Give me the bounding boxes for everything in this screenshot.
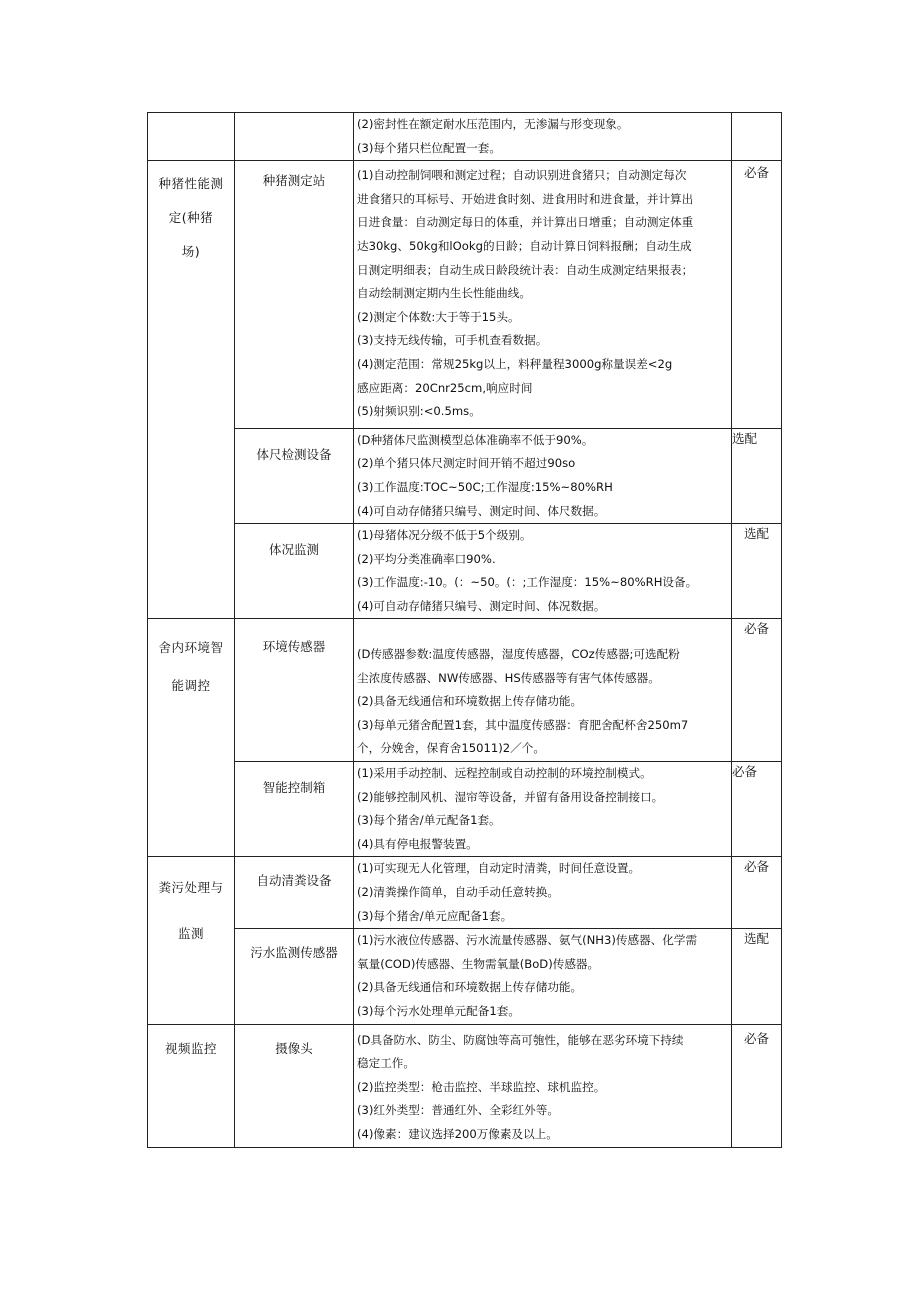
- spec-line: (3)每个猪只栏位配置一套。: [357, 140, 501, 155]
- device-cell: [235, 524, 354, 619]
- spec-line: (3)每个猪舍/单元应配备1套。: [357, 908, 513, 923]
- required-cell: [732, 762, 782, 857]
- category-cell: [148, 161, 235, 619]
- spec-line: (1)可实现无人化管理，自动定时清粪，时间任意设置。: [357, 861, 641, 876]
- spec-line: (4)测定范围：常规25kg以上，料秤量程3000g称量误差<2g: [357, 356, 673, 371]
- required-cell: [732, 929, 782, 1024]
- spec-line: (1)母猪体况分级不低于5个级别。: [357, 528, 532, 543]
- device-cell: [235, 1024, 354, 1147]
- device-cell: [235, 857, 354, 929]
- required-cell: [732, 161, 782, 429]
- table-row: [148, 113, 782, 161]
- required-label: 必备: [743, 1030, 769, 1046]
- spec-cell: [354, 857, 732, 929]
- device-name: 自动清粪设备: [256, 873, 332, 889]
- spec-cell: [354, 929, 732, 1024]
- spec-line: (2)清粪操作简单，自动手动任意转换。: [357, 885, 559, 899]
- spec-cell: [354, 113, 732, 161]
- spec-cell: [354, 1024, 732, 1147]
- spec-line: (2)单个猪只体尺测定时间开销不超过90so: [357, 456, 576, 471]
- required-label: 选配: [743, 526, 769, 542]
- spec-line: (1)污水液位传感器、污水流量传感器、氨气(NH3)传感器、化学需: [357, 933, 698, 948]
- required-cell: [732, 857, 782, 929]
- spec-line: (2)能够控制风机、湿帘等设备，并留有备用设备控制接口。: [357, 789, 664, 804]
- spec-line: (D传感器参数:温度传感器，湿度传感器，COz传感器;可选配粉: [357, 647, 680, 662]
- category-label: 舍内环境智: [158, 640, 224, 656]
- category-label: 场): [181, 244, 201, 260]
- spec-line: (D种猪体尺监测模型总体准确率不低于90%。: [357, 432, 594, 447]
- required-label: 必备: [743, 165, 769, 181]
- device-cell: [235, 619, 354, 762]
- spec-line: (4)具有停电报警装置。: [357, 836, 478, 851]
- spec-line: 个，分娩舍，保育舍15011)2／个。: [357, 741, 545, 756]
- required-cell: [732, 113, 782, 161]
- spec-cell: [354, 161, 732, 429]
- spec-line: (3)每个猪舍/单元配备1套。: [357, 813, 501, 828]
- category-label: 能调控: [171, 678, 211, 694]
- device-name: 体尺检测设备: [256, 446, 332, 462]
- required-cell: [732, 619, 782, 762]
- table-row: [148, 1024, 782, 1147]
- required-cell: [732, 1024, 782, 1147]
- spec-line: (2)密封性在额定耐水压范围内，无渗漏与形变现象。: [357, 117, 629, 131]
- category-label: 粪污处理与: [158, 880, 224, 896]
- spec-line: (3)每单元猪舍配置1套，其中温度传感器：育肥舍配杯舍250m7: [357, 717, 689, 732]
- spec-line: (2)具备无线通信和环境数据上传存储功能。: [357, 980, 583, 995]
- device-cell: [235, 762, 354, 857]
- spec-line: (1)采用手动控制、远程控制或自动控制的环境控制模式。: [357, 766, 652, 781]
- table-row: [148, 762, 782, 857]
- spec-line: (2)监控类型：枪击监控、半球监控、球机监控。: [357, 1079, 606, 1094]
- spec-line: (4)可自动存储猪只编号、测定时间、体况数据。: [357, 598, 606, 613]
- table-row: [148, 524, 782, 619]
- category-cell: [148, 1024, 235, 1147]
- spec-line: (2)测定个体数:大于等于15头。: [357, 309, 520, 324]
- spec-line: 稳定工作。: [357, 1056, 415, 1071]
- spec-line: (3)工作温度:-10。(：~50。(：;工作湿度：15%~80%RH设备。: [357, 575, 698, 590]
- required-cell: [732, 428, 782, 523]
- spec-line: (D具备防水、防尘、防腐蚀等高可匏性，能够在恶劣环境下持续: [357, 1032, 684, 1047]
- table-row: [148, 619, 782, 762]
- spec-line: 日测定明细表；自动生成日龄段统计表：自动生成测定结果报表；: [357, 262, 694, 277]
- required-label: 选配: [743, 931, 769, 947]
- spec-line: [357, 619, 729, 643]
- device-name: 智能控制箱: [262, 780, 326, 796]
- device-name: 摄像头: [275, 1040, 313, 1056]
- required-label: 必备: [743, 859, 769, 875]
- required-cell: [732, 524, 782, 619]
- required-label: 必备: [743, 621, 769, 637]
- table-row: [148, 929, 782, 1024]
- spec-line: 尘浓度传感器、NW传感器、HS传感器等有害气体传感器。: [357, 670, 660, 685]
- spec-line: 达30kg、50kg和lOokg的日龄；自动计算日饲料报酬；自动生成: [357, 238, 692, 253]
- spec-line: (1)自动控制饲喂和测定过程；自动识别进食猪只；自动测定每次: [357, 168, 687, 183]
- required-label: 选配: [732, 430, 758, 446]
- spec-line: (5)射频识别:<0.5ms。: [357, 404, 481, 419]
- category-cell: [148, 619, 235, 857]
- spec-line: 感应距离：20Cnr25cm,响应时间: [357, 380, 533, 395]
- spec-line: 进食猪只的耳标号、开始进食时刻、进食用时和进食量，并计算出: [357, 191, 694, 206]
- equipment-spec-table: [147, 112, 782, 1148]
- category-label: 种猪性能测: [158, 176, 224, 192]
- spec-line: (3)支持无线传输，可手机查看数据。: [357, 333, 548, 348]
- spec-cell: [354, 524, 732, 619]
- spec-line: (3)每个污水处理单元配备1套。: [357, 1003, 520, 1018]
- table-row: [148, 428, 782, 523]
- spec-line: (3)工作温度:TOC~50C;工作湿度:15%~80%RH: [357, 479, 613, 494]
- spec-line: 氧量(COD)传感器、生物需氧量(BoD)传感器。: [357, 956, 600, 971]
- spec-line: 日进食量：自动测定每日的体重，并计算出日增重；自动测定体重: [357, 215, 694, 230]
- category-cell: [148, 857, 235, 1024]
- spec-line: (4)像素：建议选择200万像素及以上。: [357, 1126, 558, 1141]
- table-row: [148, 161, 782, 429]
- category-label: 视频监控: [164, 1040, 217, 1056]
- spec-cell: [354, 762, 732, 857]
- category-label: 定(种猪: [168, 210, 214, 226]
- device-name: 体况监测: [268, 542, 319, 558]
- category-label: 监测: [177, 926, 204, 942]
- device-name: 污水监测传感器: [250, 945, 338, 961]
- device-name: 种猪测定站: [262, 173, 326, 189]
- category-cell: [148, 113, 235, 161]
- device-cell: [235, 929, 354, 1024]
- spec-line: (4)可自动存储猪只编号、测定时间、体尺数据。: [357, 503, 606, 518]
- table-row: [148, 857, 782, 929]
- spec-cell: [354, 619, 732, 762]
- device-cell: [235, 113, 354, 161]
- spec-line: (2)具备无线通信和环境数据上传存储功能。: [357, 694, 583, 709]
- spec-line: (2)平均分类准确率口90%.: [357, 551, 496, 566]
- device-name: 环境传感器: [262, 639, 326, 655]
- spec-line: 自动绘制测定期内生长性能曲线。: [357, 286, 531, 301]
- device-cell: [235, 161, 354, 429]
- spec-cell: [354, 428, 732, 523]
- spec-line: (3)红外类型：普通红外、全彩红外等。: [357, 1103, 559, 1118]
- required-label: 必备: [732, 764, 758, 780]
- device-cell: [235, 428, 354, 523]
